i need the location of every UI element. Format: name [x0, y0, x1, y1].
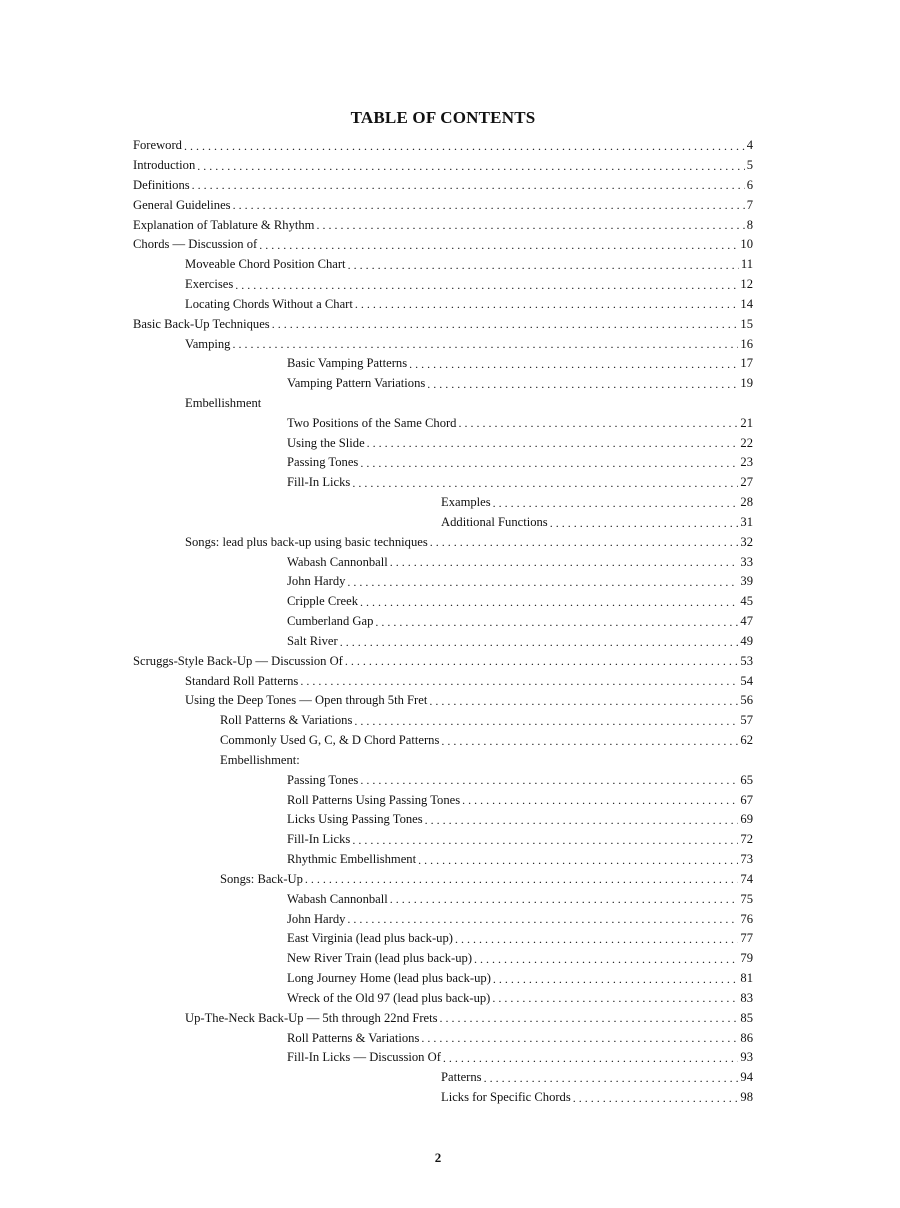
- toc-entry: [133, 1086, 753, 1106]
- toc-entry: [133, 312, 753, 332]
- toc-entry-label: Scruggs-Style Back-Up — Discussion Of: [133, 653, 343, 668]
- toc-entry-label: Wreck of the Old 97 (lead plus back-up): [287, 990, 491, 1005]
- dot-leader: [430, 536, 739, 550]
- toc-entry-label: Additional Functions: [441, 514, 548, 529]
- toc-entry-label: New River Train (lead plus back-up): [287, 951, 473, 966]
- toc-entry-label: Locating Chords Without a Chart: [185, 296, 353, 311]
- toc-entry-page: 49: [740, 633, 753, 648]
- toc-entry: [133, 808, 753, 828]
- toc-entry: [133, 729, 753, 749]
- toc-entry: [133, 907, 753, 927]
- dot-leader: [300, 675, 738, 689]
- toc-entry: [133, 630, 753, 650]
- toc-entry: [133, 213, 753, 233]
- dot-leader: [409, 358, 738, 372]
- toc-entry: [133, 590, 753, 610]
- toc-entry-label: Using the Slide: [287, 435, 365, 450]
- toc-entry: [133, 273, 753, 293]
- toc-entry: [133, 352, 753, 372]
- dot-leader: [390, 556, 739, 570]
- dot-leader: [347, 576, 738, 590]
- toc-entry-page: 83: [740, 990, 753, 1005]
- toc-entry: [133, 1066, 753, 1086]
- dot-leader: [355, 298, 739, 312]
- toc-entry: [133, 570, 753, 590]
- dot-leader: [360, 596, 738, 610]
- toc-entry-page: 67: [740, 792, 753, 807]
- toc-entry: [133, 233, 753, 253]
- toc-entry-page: 47: [740, 614, 753, 629]
- toc-entry-label: Roll Patterns & Variations: [220, 713, 353, 728]
- toc-entry: [133, 550, 753, 570]
- dot-leader: [492, 992, 738, 1006]
- toc-entry-label: Fill-In Licks: [287, 832, 351, 847]
- toc-entry-page: 32: [740, 534, 753, 549]
- toc-entry-label: Fill-In Licks: [287, 475, 351, 490]
- toc-entry-label: Using the Deep Tones — Open through 5th Fret: [185, 693, 428, 708]
- toc-entry: [133, 253, 753, 273]
- toc-entry: [133, 848, 753, 868]
- toc-entry-label: Wabash Cannonball: [287, 554, 388, 569]
- dot-leader: [259, 239, 738, 253]
- toc-entry: [133, 927, 753, 947]
- toc-entry-page: 54: [740, 673, 753, 688]
- toc-entry: [133, 332, 753, 352]
- toc-entry-label: Passing Tones: [287, 772, 359, 787]
- toc-entry-page: 93: [740, 1050, 753, 1065]
- toc-entry-page: 23: [740, 455, 753, 470]
- toc-entry-label: Exercises: [185, 277, 234, 292]
- toc-entry-page: 22: [740, 435, 753, 450]
- dot-leader: [440, 1012, 739, 1026]
- toc-entry-page: 79: [740, 951, 753, 966]
- toc-entry-page: 16: [740, 336, 753, 351]
- toc-entry-page: 76: [740, 911, 753, 926]
- toc-entry-label: Patterns: [441, 1070, 482, 1085]
- toc-entry-label: Chords — Discussion of: [133, 237, 258, 252]
- dot-leader: [493, 973, 739, 987]
- toc-entry-label: Embellishment: [185, 396, 262, 410]
- toc-entry-label: Foreword: [133, 138, 182, 153]
- dot-leader: [352, 477, 738, 491]
- toc-entry: [133, 134, 753, 154]
- toc-entry: [133, 868, 753, 888]
- toc-entry: [133, 431, 753, 451]
- toc-entry: [133, 987, 753, 1007]
- dot-leader: [316, 219, 744, 233]
- dot-leader: [429, 695, 738, 709]
- toc-entry-label: Wabash Cannonball: [287, 891, 388, 906]
- toc-entry-page: 98: [740, 1089, 753, 1104]
- toc-entry: [133, 293, 753, 313]
- toc-entry: [133, 372, 753, 392]
- toc-entry-page: 11: [740, 257, 753, 272]
- toc-entry: [133, 412, 753, 432]
- toc-entry-label: Fill-In Licks — Discussion Of: [287, 1050, 441, 1065]
- dot-leader: [340, 636, 739, 650]
- dot-leader: [484, 1072, 739, 1086]
- toc-entry-page: 94: [740, 1070, 753, 1085]
- toc-entry-page: 69: [740, 812, 753, 827]
- dot-leader: [443, 1052, 738, 1066]
- toc-entry-label: Passing Tones: [287, 455, 359, 470]
- toc-entry-label: Embellishment:: [220, 752, 300, 767]
- toc-entry-page: 85: [740, 1010, 753, 1025]
- toc-entry-page: 77: [740, 931, 753, 946]
- dot-leader: [462, 794, 738, 808]
- dot-leader: [305, 873, 739, 887]
- toc-entry: [133, 650, 753, 670]
- dot-leader: [272, 318, 739, 332]
- toc-entry: [133, 1026, 753, 1046]
- toc-entry-page: 17: [740, 356, 753, 371]
- toc-entry-label: Cumberland Gap: [287, 614, 374, 629]
- toc-entry-page: 65: [740, 772, 753, 787]
- toc-entry-label: Licks for Specific Chords: [441, 1089, 571, 1104]
- toc-entry-page: 75: [740, 891, 753, 906]
- toc-entry-label: John Hardy: [287, 574, 346, 589]
- toc-entry: [133, 967, 753, 987]
- toc-entry-page: 27: [740, 475, 753, 490]
- dot-leader: [360, 774, 738, 788]
- toc-entry-page: 5: [746, 158, 753, 173]
- toc-entry-page: 62: [740, 733, 753, 748]
- toc-entry-label: Salt River: [287, 633, 338, 648]
- toc-entry-page: 15: [740, 316, 753, 331]
- toc-entry: [133, 392, 753, 412]
- dot-leader: [474, 953, 738, 967]
- toc-entry-page: 81: [740, 971, 753, 986]
- toc-entry-label: Roll Patterns & Variations: [287, 1030, 420, 1045]
- toc-entry-page: 4: [746, 138, 753, 153]
- toc-entry: [133, 1006, 753, 1026]
- toc-entry: [133, 769, 753, 789]
- dot-leader: [184, 140, 745, 154]
- toc-entry-label: Basic Back-Up Techniques: [133, 316, 270, 331]
- toc-entry-label: Commonly Used G, C, & D Chord Patterns: [220, 733, 440, 748]
- toc-entry: [133, 531, 753, 551]
- toc-entry: [133, 610, 753, 630]
- toc-entry-page: 31: [740, 514, 753, 529]
- toc-entry-page: 53: [740, 653, 753, 668]
- toc-entry-label: Songs: Back-Up: [220, 871, 303, 886]
- toc-entry-page: 10: [740, 237, 753, 252]
- dot-leader: [421, 1032, 738, 1046]
- dot-leader: [192, 179, 745, 193]
- toc-entry: [133, 788, 753, 808]
- toc-entry-page: 72: [740, 832, 753, 847]
- dot-leader: [235, 279, 738, 293]
- toc-entry: [133, 749, 753, 769]
- toc-entry-page: 12: [740, 277, 753, 292]
- dot-leader: [354, 715, 738, 729]
- toc-entry-label: Rhythmic Embellishment: [287, 852, 417, 867]
- page-title: TABLE OF CONTENTS: [350, 108, 536, 127]
- toc-entry: [133, 193, 753, 213]
- toc-entry-label: Examples: [441, 495, 491, 510]
- toc-entry: [133, 709, 753, 729]
- dot-leader: [390, 893, 739, 907]
- toc-entry-label: Standard Roll Patterns: [185, 673, 299, 688]
- toc-entry-label: Moveable Chord Position Chart: [185, 257, 346, 272]
- toc-entry-page: 73: [740, 852, 753, 867]
- toc-entry-label: Introduction: [133, 158, 196, 173]
- dot-leader: [375, 616, 738, 630]
- toc-entry: [133, 491, 753, 511]
- page-number: 2: [434, 1150, 442, 1165]
- dot-leader: [418, 854, 738, 868]
- dot-leader: [427, 378, 738, 392]
- toc-entry-label: East Virginia (lead plus back-up): [287, 931, 453, 946]
- dot-leader: [352, 834, 738, 848]
- toc-entry: [133, 947, 753, 967]
- dot-leader: [493, 497, 739, 511]
- dot-leader: [458, 417, 738, 431]
- table-of-contents: [133, 134, 753, 1106]
- toc-entry-label: Definitions: [133, 177, 190, 192]
- toc-entry-label: Explanation of Tablature & Rhythm: [133, 217, 315, 232]
- dot-leader: [367, 437, 739, 451]
- dot-leader: [348, 259, 739, 273]
- toc-entry: [133, 669, 753, 689]
- toc-entry: [133, 451, 753, 471]
- toc-entry-page: 86: [740, 1030, 753, 1045]
- toc-entry-page: 33: [740, 554, 753, 569]
- toc-entry-label: Two Positions of the Same Chord: [287, 415, 457, 430]
- dot-leader: [441, 735, 738, 749]
- toc-entry: [133, 1046, 753, 1066]
- toc-entry: [133, 689, 753, 709]
- toc-entry: [133, 471, 753, 491]
- toc-entry-page: 7: [746, 197, 753, 212]
- toc-entry: [133, 828, 753, 848]
- toc-entry-page: 74: [740, 871, 753, 886]
- toc-entry-page: 28: [740, 495, 753, 510]
- dot-leader: [573, 1092, 739, 1106]
- toc-entry-label: John Hardy: [287, 911, 346, 926]
- toc-entry-label: Up-The-Neck Back-Up — 5th through 22nd Frets: [185, 1010, 438, 1025]
- toc-entry-page: 14: [740, 296, 753, 311]
- dot-leader: [550, 517, 739, 531]
- toc-entry-page: 21: [740, 415, 753, 430]
- dot-leader: [232, 338, 738, 352]
- toc-entry-label: Licks Using Passing Tones: [287, 812, 423, 827]
- toc-entry-label: General Guidelines: [133, 197, 231, 212]
- toc-entry: [133, 154, 753, 174]
- toc-entry-label: Long Journey Home (lead plus back-up): [287, 971, 491, 986]
- toc-entry-page: 56: [740, 693, 753, 708]
- dot-leader: [360, 457, 738, 471]
- dot-leader: [197, 160, 744, 174]
- toc-entry: [133, 174, 753, 194]
- toc-entry-label: Vamping Pattern Variations: [287, 376, 426, 391]
- toc-entry-page: 39: [740, 574, 753, 589]
- toc-entry-label: Cripple Creek: [287, 594, 358, 609]
- toc-entry: [133, 511, 753, 531]
- toc-entry-page: 6: [746, 177, 753, 192]
- toc-entry-page: 45: [740, 594, 753, 609]
- toc-entry: [133, 887, 753, 907]
- toc-entry-page: 8: [746, 217, 753, 232]
- dot-leader: [345, 655, 739, 669]
- dot-leader: [455, 933, 738, 947]
- dot-leader: [233, 199, 745, 213]
- toc-entry-label: Songs: lead plus back-up using basic techniques: [185, 534, 428, 549]
- toc-entry-page: 19: [740, 376, 753, 391]
- toc-entry-label: Vamping: [185, 336, 231, 351]
- toc-entry-label: Roll Patterns Using Passing Tones: [287, 792, 461, 807]
- dot-leader: [347, 913, 738, 927]
- dot-leader: [425, 814, 739, 828]
- toc-entry-label: Basic Vamping Patterns: [287, 356, 408, 371]
- toc-entry-page: 57: [740, 713, 753, 728]
